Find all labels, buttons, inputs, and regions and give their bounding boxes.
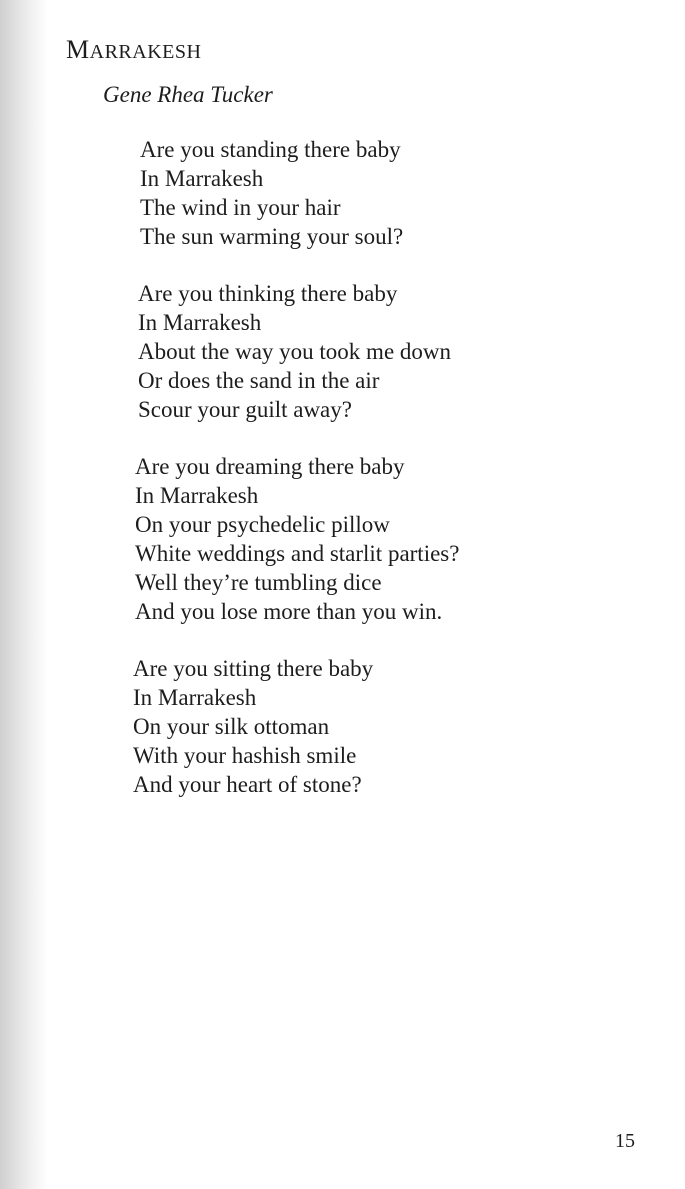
poem-line: Or does the sand in the air — [138, 368, 380, 393]
poem-line: In Marrakesh — [133, 685, 257, 710]
poem-line: On your silk ottoman — [133, 714, 330, 739]
poem-line: Are you standing there baby — [140, 137, 401, 162]
stanza-1 — [140, 135, 403, 251]
stanza-3 — [135, 452, 459, 626]
poem-line: In Marrakesh — [138, 310, 262, 335]
poem-line: The wind in your hair — [140, 195, 341, 220]
poem-title-rest: ARRAKESH — [89, 41, 202, 63]
poem-line: The sun warming your soul? — [140, 224, 404, 249]
poem-line: Scour your guilt away? — [138, 397, 352, 422]
poem-line: And your heart of stone? — [133, 772, 362, 797]
poem-title-initial: M — [66, 35, 90, 64]
poem-line: And you lose more than you win. — [135, 599, 443, 624]
poem-author: Gene Rhea Tucker — [103, 82, 273, 107]
poem-line: In Marrakesh — [135, 483, 259, 508]
poem-title — [66, 34, 201, 68]
poem-line: In Marrakesh — [140, 166, 264, 191]
poem-line: Are you thinking there baby — [138, 281, 398, 306]
poem-line: With your hashish smile — [133, 743, 357, 768]
poem-line: White weddings and starlit parties? — [135, 541, 460, 566]
poem-line: About the way you took me down — [138, 339, 452, 364]
poem-line: Well they’re tumbling dice — [135, 570, 382, 595]
poem-line: On your psychedelic pillow — [135, 512, 390, 537]
poem-line: Are you sitting there baby — [133, 656, 374, 681]
stanza-2 — [138, 279, 451, 424]
stanza-4 — [133, 654, 373, 799]
poem-line: Are you dreaming there baby — [135, 454, 405, 479]
page-number: 15 — [615, 1130, 635, 1152]
